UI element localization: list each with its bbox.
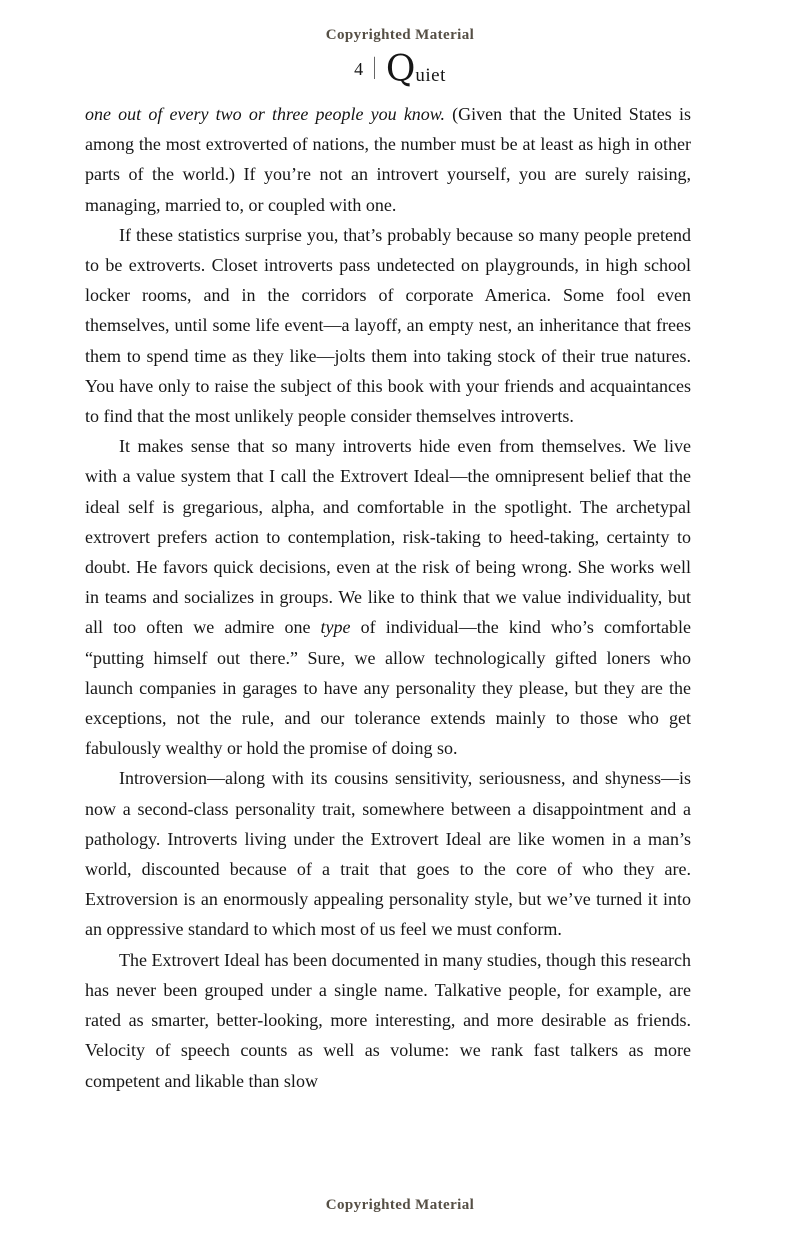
text-segment: It makes sense that so many introverts hide even from themselves. We live with a value system that I call the Extrovert Ideal—the omnipresent belief that the ideal self is gregarious, alpha, and comfortable in the spotlight. The archetypal extrovert prefers action to contemplation, risk-taking to heed-taking, certainty to doubt. He favors quick decisions, even at the risk of being wrong. She works well in teams and socializes in groups. We like to think that we value individuality, but all too often we admire one: [85, 436, 691, 638]
paragraph: [85, 99, 691, 220]
copyright-notice-bottom: Copyrighted Material: [325, 1197, 475, 1213]
paragraph: [85, 431, 691, 763]
paragraph: [85, 763, 691, 944]
running-head: [0, 44, 800, 90]
page-number: 4: [354, 58, 364, 79]
header-separator: |: [373, 53, 376, 80]
text-segment: of individual—the kind who’s comfortable “putting himself out there.” Sure, we allow technologically gifted loners who launch companies in garages to have any personality they please, but they are the exceptions, not the rule, and our tolerance extends mainly to those who get fabulously wealthy or hold the promise of doing so.: [85, 617, 691, 759]
book-title: Quiet: [385, 48, 446, 90]
text-segment: If these statistics surprise you, that’s probably because so many people pretend to be extroverts. Closet introverts pass undetected on playgrounds, in high school locker rooms, and in the corridors of corporate America. Some fool even themselves, until some life event—a layoff, an empty nest, an inheritance that frees them to spend time as they like—jolts them into taking stock of their true natures. You have only to raise the subject of this book with your friends and acquaintances to find that the most unlikely people consider themselves introverts.: [85, 224, 691, 427]
paragraph: [85, 220, 691, 431]
copyright-notice-top: Copyrighted Material: [325, 27, 475, 43]
text-segment: The Extrovert Ideal has been documented in many studies, though this research has never been grouped under a single name. Talkative people, for example, are rated as smarter, better-looking, more interesting, and more desirable as friends. Velocity of speech counts as well as volume: we rank fast talkers as more competent and likable than slow: [85, 949, 691, 1091]
italic-text-segment: type: [320, 617, 351, 638]
text-segment: Introversion—along with its cousins sensitivity, seriousness, and shyness—is now a second-class personality trait, somewhere between a disappointment and a pathology. Introverts living under the Extrovert Ideal are like women in a man’s world, discounted because of a trait that goes to the core of who they are. Extroversion is an enormously appealing personality style, but we’ve turned it into an oppressive standard to which most of us feel we must conform.: [85, 768, 691, 940]
text-segment: (Given that the United States is among the most extroverted of nations, the number must be at least as high in other parts of the world.) If you’re not an introvert yourself, you are surely raising, managing, married to, or coupled with one.: [85, 104, 691, 215]
paragraph: [85, 945, 691, 1096]
italic-text-segment: one out of every two or three people you know.: [85, 104, 445, 124]
body-text: [85, 99, 691, 1195]
